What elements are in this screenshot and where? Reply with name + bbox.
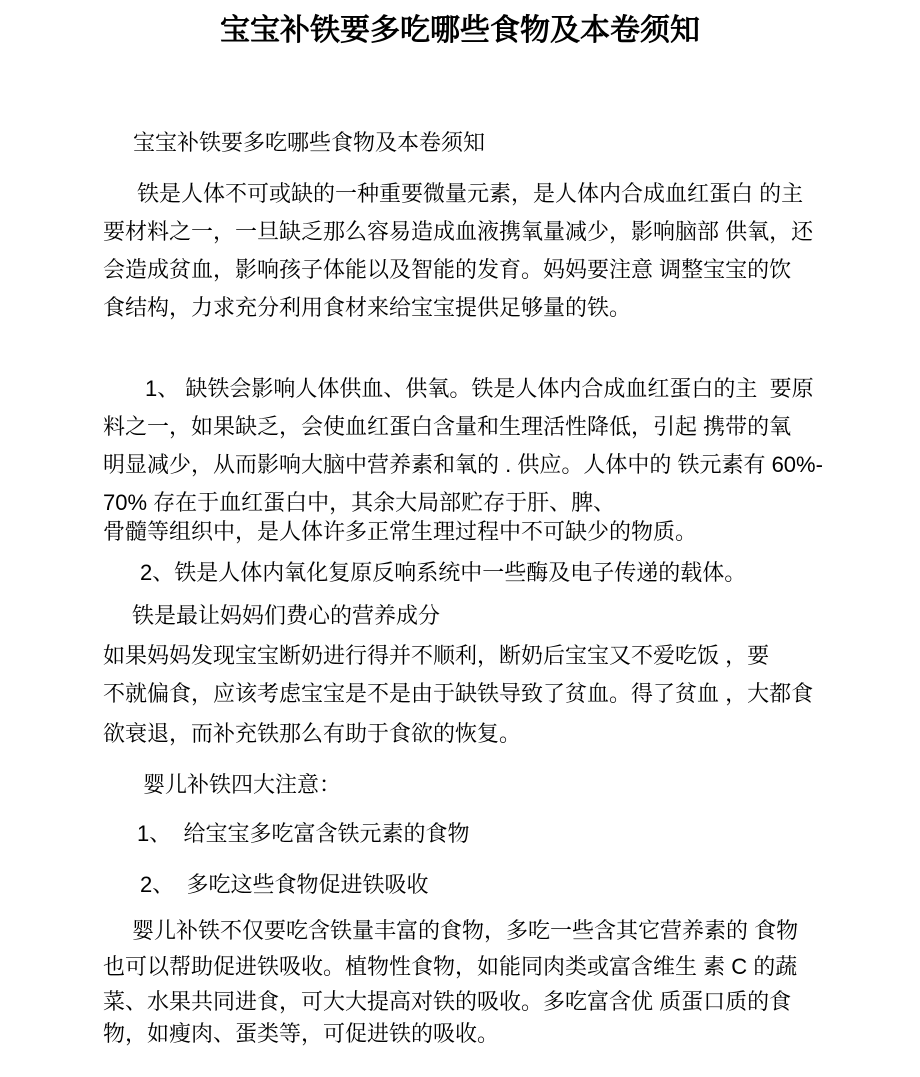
list-item-1-line: 料之一，如果缺乏，会使血红蛋白含量和生理活性降低，引起 携带的氧 (103, 414, 792, 439)
intro-paragraph-line: 会造成贫血，影响孩子体能以及智能的发育。妈妈要注意 调整宝宝的饮 (103, 257, 792, 282)
notice-heading: 婴儿补铁四大注意： (143, 772, 342, 797)
list-item-2-line: 2、铁是人体内氧化复原反响系统中一些酶及电子传递的载体。 (140, 560, 747, 585)
body-paragraph-line: 不就偏食，应该考虑宝宝是不是由于缺铁导致了贫血。得了贫血 ，大都食 (103, 681, 814, 706)
intro-paragraph-line: 铁是人体不可或缺的一种重要微量元素，是人体内合成血红蛋白 的主 (137, 181, 804, 206)
notice-item-1: 1、 给宝宝多吃富含铁元素的食物 (137, 821, 470, 846)
intro-paragraph-line: 要材料之一，一旦缺乏那么容易造成血液携氧量减少，影响脑部 供氧，还 (103, 219, 814, 244)
section-heading: 铁是最让妈妈们费心的营养成分 (132, 603, 441, 628)
intro-paragraph-line: 食结构，力求充分利用食材来给宝宝提供足够量的铁。 (103, 295, 632, 320)
document-title: 宝宝补铁要多吃哪些食物及本卷须知 (220, 14, 700, 47)
body-paragraph-line: 如果妈妈发现宝宝断奶进行得并不顺利，断奶后宝宝又不爱吃饭 ，要 (103, 643, 770, 668)
closing-paragraph-line: 菜、水果共同进食，可大大提高对铁的吸收。多吃富含优 质蛋口质的食 (103, 989, 792, 1014)
list-item-1-line: 1、 缺铁会影响人体供血、供氧。铁是人体内合成血红蛋白的主 要原 (145, 376, 814, 401)
closing-paragraph-line: 也可以帮助促进铁吸收。植物性食物，如能同肉类或富含维生 素 C 的蔬 (103, 954, 798, 979)
notice-item-2: 2、 多吃这些食物促进铁吸收 (140, 872, 429, 897)
list-item-1-line: 70% 存在于血红蛋白中，其余大局部贮存于肝、脾、 (103, 490, 616, 515)
body-paragraph-line: 欲衰退，而补充铁那么有助于食欲的恢复。 (103, 721, 522, 746)
subtitle-line: 宝宝补铁要多吃哪些食物及本卷须知 (133, 130, 486, 155)
closing-paragraph-line: 物，如瘦肉、蛋类等，可促进铁的吸收。 (103, 1021, 500, 1046)
list-item-1-line: 骨髓等组织中，是人体许多正常生理过程中不可缺少的物质。 (103, 519, 698, 544)
list-item-1-line: 明显减少，从而影响大脑中营养素和氧的 . 供应。人体中的 铁元素有 60%- (103, 452, 823, 477)
closing-paragraph-line: 婴儿补铁不仅要吃含铁量丰富的食物，多吃一些含其它营养素的 食物 (132, 918, 799, 943)
